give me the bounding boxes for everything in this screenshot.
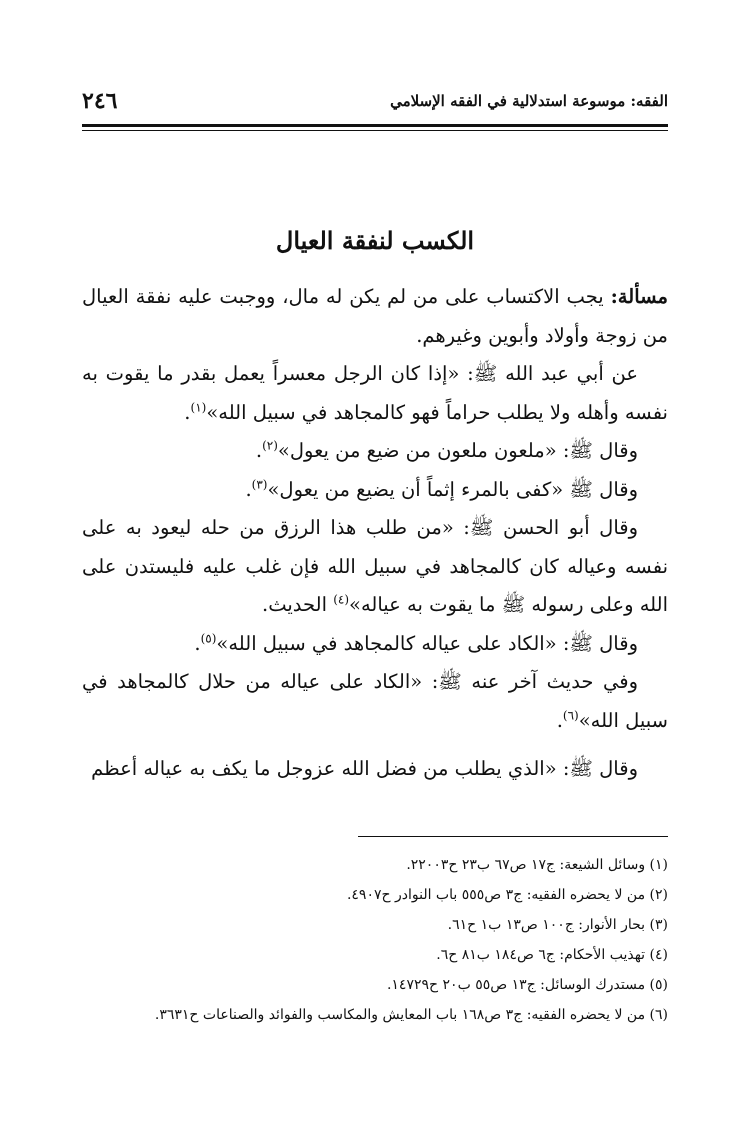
paragraph-6 — [82, 625, 668, 664]
footnotes — [82, 850, 668, 1030]
footnote-5: (٥) مستدرك الوسائل: ج١٣ ص٥٥ ب٢٠ ح١٤٧٢٩. — [386, 977, 668, 993]
running-header — [82, 88, 668, 120]
footnote-ref[interactable]: (٥) — [200, 631, 217, 645]
paragraph-text: وقال ﷺ: «الكاد على عياله كالمجاهد في سبيل الله» — [216, 631, 638, 655]
paragraph-end: . — [194, 631, 201, 655]
footnote-ref[interactable]: (٣) — [251, 477, 268, 491]
paragraph-7 — [82, 663, 668, 740]
page-number: ٢٤٦ — [82, 88, 118, 114]
footnote-ref[interactable]: (٤) — [333, 592, 350, 607]
paragraph-text: وقال أبو الحسن ﷺ: «من طلب هذا الرزق من حله ليعود به على نفسه وعياله كان كالمجاهد في سبيل الله فإن غلب عليه فليستدن على الله وعلى رسوله ﷺ ما يقوت به عياله» — [82, 516, 668, 616]
paragraph-text: وقال ﷺ «كفى بالمرء إثماً أن يضيع من يعول» — [267, 477, 638, 501]
footnote-1: (١) وسائل الشيعة: ج١٧ ص٦٧ ب٢٣ ح٢٢٠٠٣. — [406, 857, 668, 873]
paragraph-2 — [82, 355, 668, 432]
footnote-separator — [358, 836, 668, 837]
paragraph-text: يجب الاكتساب على من لم يكن له مال، ووجبت عليه نفقة العيال من زوجة وأولاد وأبوين وغيرهم. — [82, 285, 668, 347]
paragraph-3 — [82, 432, 668, 471]
paragraph-end: . — [245, 477, 252, 501]
issue-label: مسألة: — [610, 285, 668, 308]
footnote-3: (٣) بحار الأنوار: ج١٠٠ ص١٣ ب١ ح٦١. — [447, 917, 668, 933]
paragraph-end: الحديث. — [262, 593, 334, 616]
header-title: الفقه: موسوعة استدلالية في الفقه الإسلامي — [390, 92, 668, 110]
footnote-6: (٦) من لا يحضره الفقيه: ج٣ ص١٦٨ باب المعايش والمكاسب والفوائد والصناعات ح٣٦٣١. — [154, 1007, 668, 1023]
header-rule-thin — [82, 130, 668, 131]
footnote-ref[interactable]: (٢) — [262, 438, 278, 453]
body-text — [82, 278, 668, 789]
header-rule-thick — [82, 124, 668, 127]
paragraph-end: . — [184, 400, 191, 424]
paragraph-text: عن أبي عبد الله ﷺ: «إذا كان الرجل معسراً يعمل بقدر ما يقوت به نفسه وأهله ولا يطلب حراماً فهو كالمجاهد في سبيل الله» — [82, 362, 668, 424]
footnote-ref[interactable]: (١) — [190, 400, 207, 414]
paragraph-8 — [82, 750, 668, 789]
paragraph-text: وقال ﷺ: «الذي يطلب من فضل الله عزوجل ما يكف به عياله أعظم — [91, 757, 638, 780]
footnote-2: (٢) من لا يحضره الفقيه: ج٣ ص٥٥٥ باب النوادر ح٤٩٠٧. — [346, 887, 668, 903]
paragraph-text: وفي حديث آخر عنه ﷺ: «الكاد على عياله من حلال كالمجاهد في سبيل الله» — [82, 670, 668, 732]
footnote-4: (٤) تهذيب الأحكام: ج٦ ص١٨٤ ب٨١ ح٦. — [436, 947, 668, 963]
footnote-ref[interactable]: (٦) — [562, 708, 579, 722]
section-title: الكسب لنفقة العيال — [275, 226, 475, 255]
paragraph-end: . — [556, 708, 563, 732]
paragraph-text: وقال ﷺ: «ملعون ملعون من ضيع من يعول» — [277, 439, 638, 462]
paragraph-1 — [82, 278, 668, 355]
paragraph-4 — [82, 471, 668, 510]
paragraph-end: . — [255, 439, 263, 462]
paragraph-5 — [82, 509, 668, 625]
